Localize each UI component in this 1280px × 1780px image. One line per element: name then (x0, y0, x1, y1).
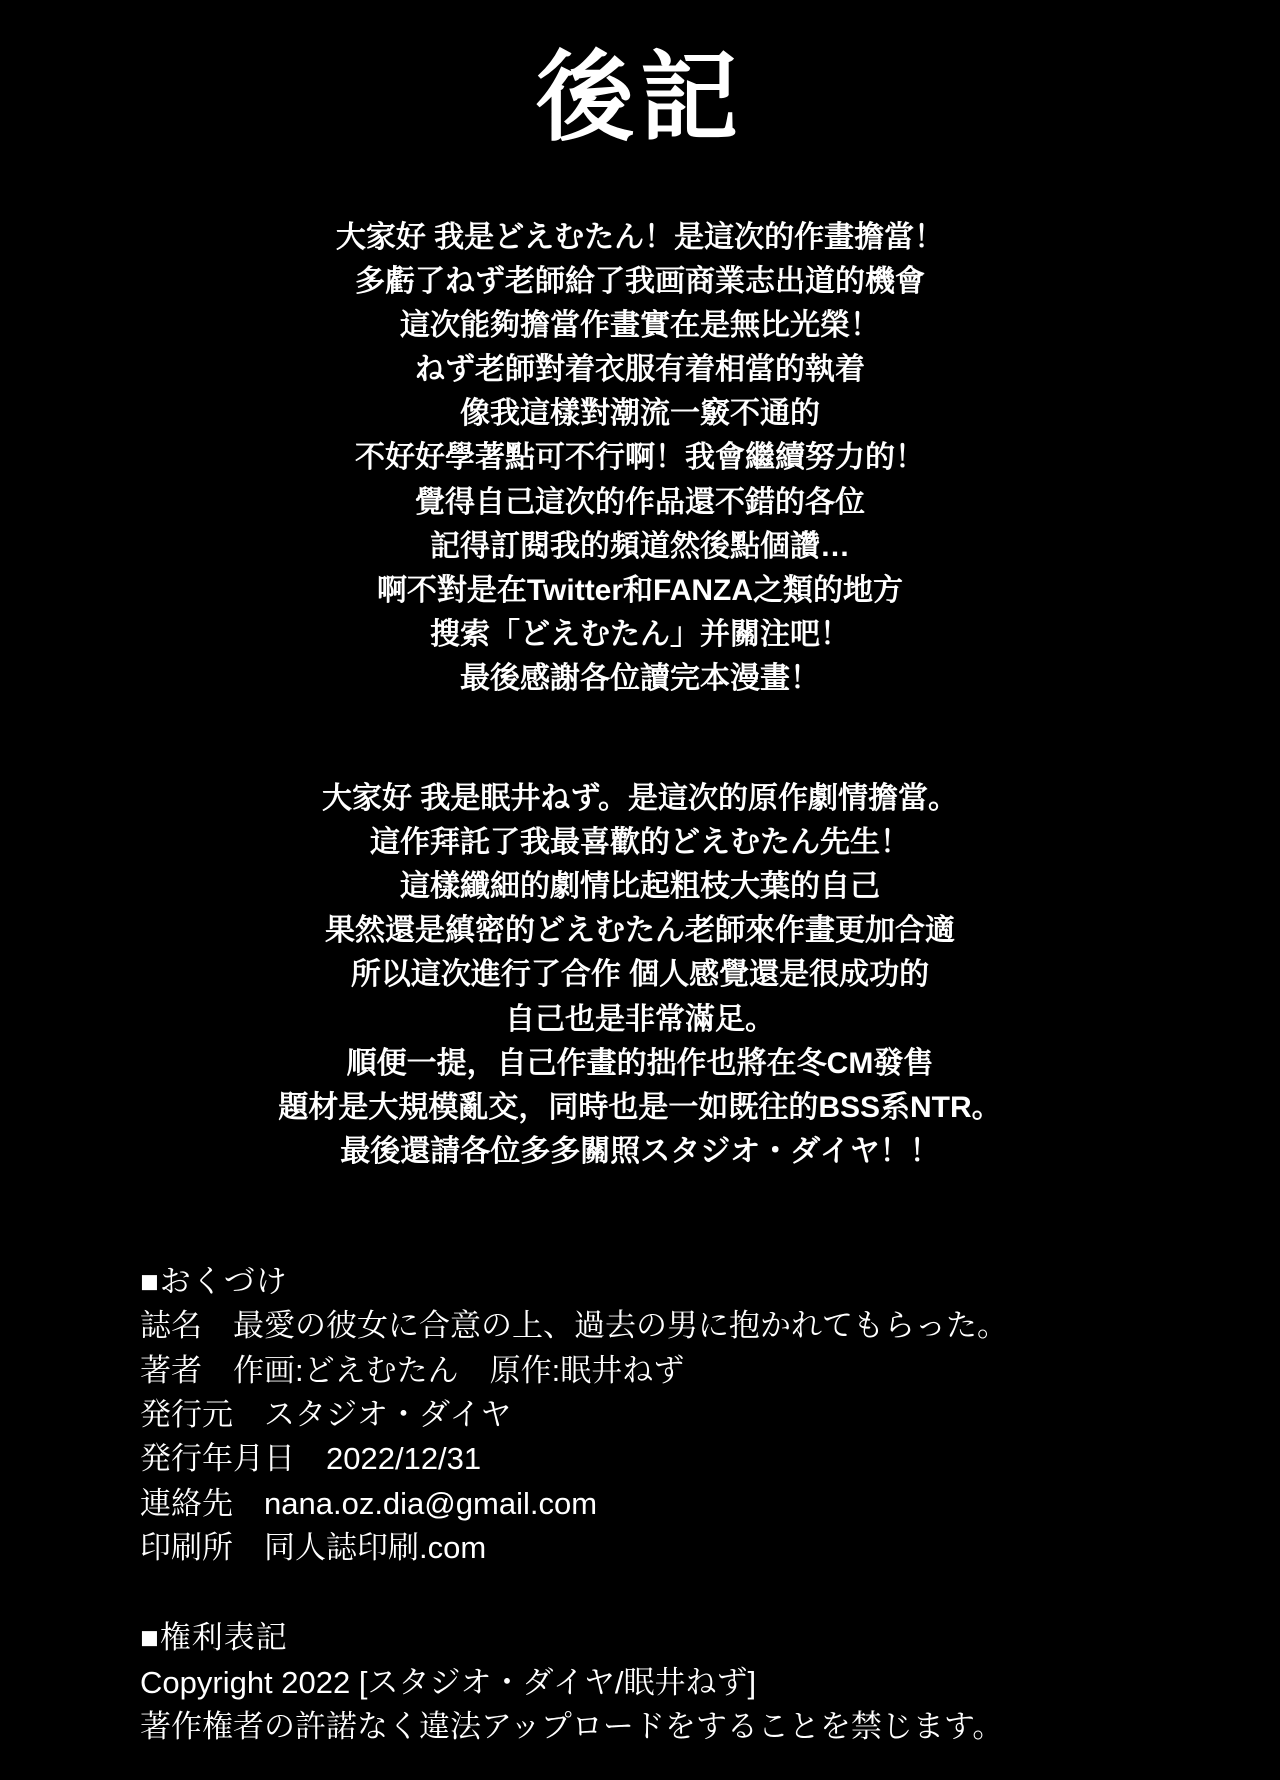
afterword-artist-block (140, 216, 1140, 701)
colophon-line-title: 誌名 最愛の彼女に合意の上、過去の男に抱かれてもらった。 (140, 1308, 1008, 1344)
afterword-line: 果然還是縝密的どえむたん老師來作畫更加合適 (325, 914, 955, 948)
afterword-line: 啊不對是在Twitter和FANZA之類的地方 (376, 573, 904, 607)
afterword-line: 搜索「どえむたん」并關注吧！ (430, 617, 850, 651)
rights-copyright: Copyright 2022 [スタジオ・ダイヤ/眠井ねず] (140, 1664, 757, 1700)
afterword-line: 不好好學著點可不行啊！我會繼續努力的！ (355, 441, 925, 475)
colophon-line-contact: 連絡先 nana.oz.dia@gmail.com (140, 1485, 598, 1521)
afterword-line: 像我這樣對潮流一竅不通的 (460, 397, 820, 431)
afterword-line: 題材是大規模亂交，同時也是一如既往的BSS系NTR。 (278, 1090, 1002, 1124)
afterword-line: 最後感謝各位讀完本漫畫！ (460, 661, 820, 695)
colophon-line-publisher: 発行元 スタジオ・ダイヤ (140, 1396, 512, 1432)
afterword-writer-block (140, 777, 1140, 1174)
afterword-line: 最後還請各位多多關照スタジオ・ダイヤ！！ (340, 1134, 940, 1168)
rights-section (0, 1616, 1280, 1749)
afterword-line: 自己也是非常滿足。 (505, 1002, 775, 1036)
afterword-line: 這作拜託了我最喜歡的どえむたん先生！ (370, 826, 910, 860)
afterword-line: 這樣纖細的劇情比起粗枝大葉的自己 (400, 870, 880, 904)
afterword-line: 所以這次進行了合作 個人感覺還是很成功的 (350, 958, 930, 992)
afterword-line: 覺得自己這次的作品還不錯的各位 (415, 485, 865, 519)
colophon-section (0, 1260, 1280, 1570)
rights-heading: ■権利表記 (140, 1620, 288, 1656)
afterword-line: 大家好 我是どえむたん！是這次的作畫擔當！ (335, 221, 945, 254)
colophon-line-author: 著者 作画:どえむたん 原作:眠井ねず (140, 1352, 685, 1388)
colophon-line-printer: 印刷所 同人誌印刷.com (140, 1529, 487, 1565)
afterword-line: 多虧了ねず老師給了我画商業志出道的機會 (355, 265, 925, 299)
rights-notice: 著作権者の許諾なく違法アップロードをすることを禁じます。 (140, 1708, 1004, 1744)
colophon-heading: ■おくづけ (140, 1263, 288, 1299)
page-title: 後記 (535, 42, 744, 152)
afterword-line: 大家好 我是眠井ねず。是這次的原作劇情擔當。 (322, 782, 958, 816)
afterword-line: 這次能夠擔當作畫實在是無比光榮！ (400, 309, 880, 343)
afterword-line: 順便一提，自己作畫的拙作也將在冬CM發售 (346, 1046, 934, 1080)
afterword-line: 記得訂閱我的頻道然後點個讚… (430, 529, 850, 563)
afterword-line: ねず老師對着衣服有着相當的執着 (415, 353, 865, 387)
colophon-line-date: 発行年月日 2022/12/31 (140, 1441, 482, 1477)
